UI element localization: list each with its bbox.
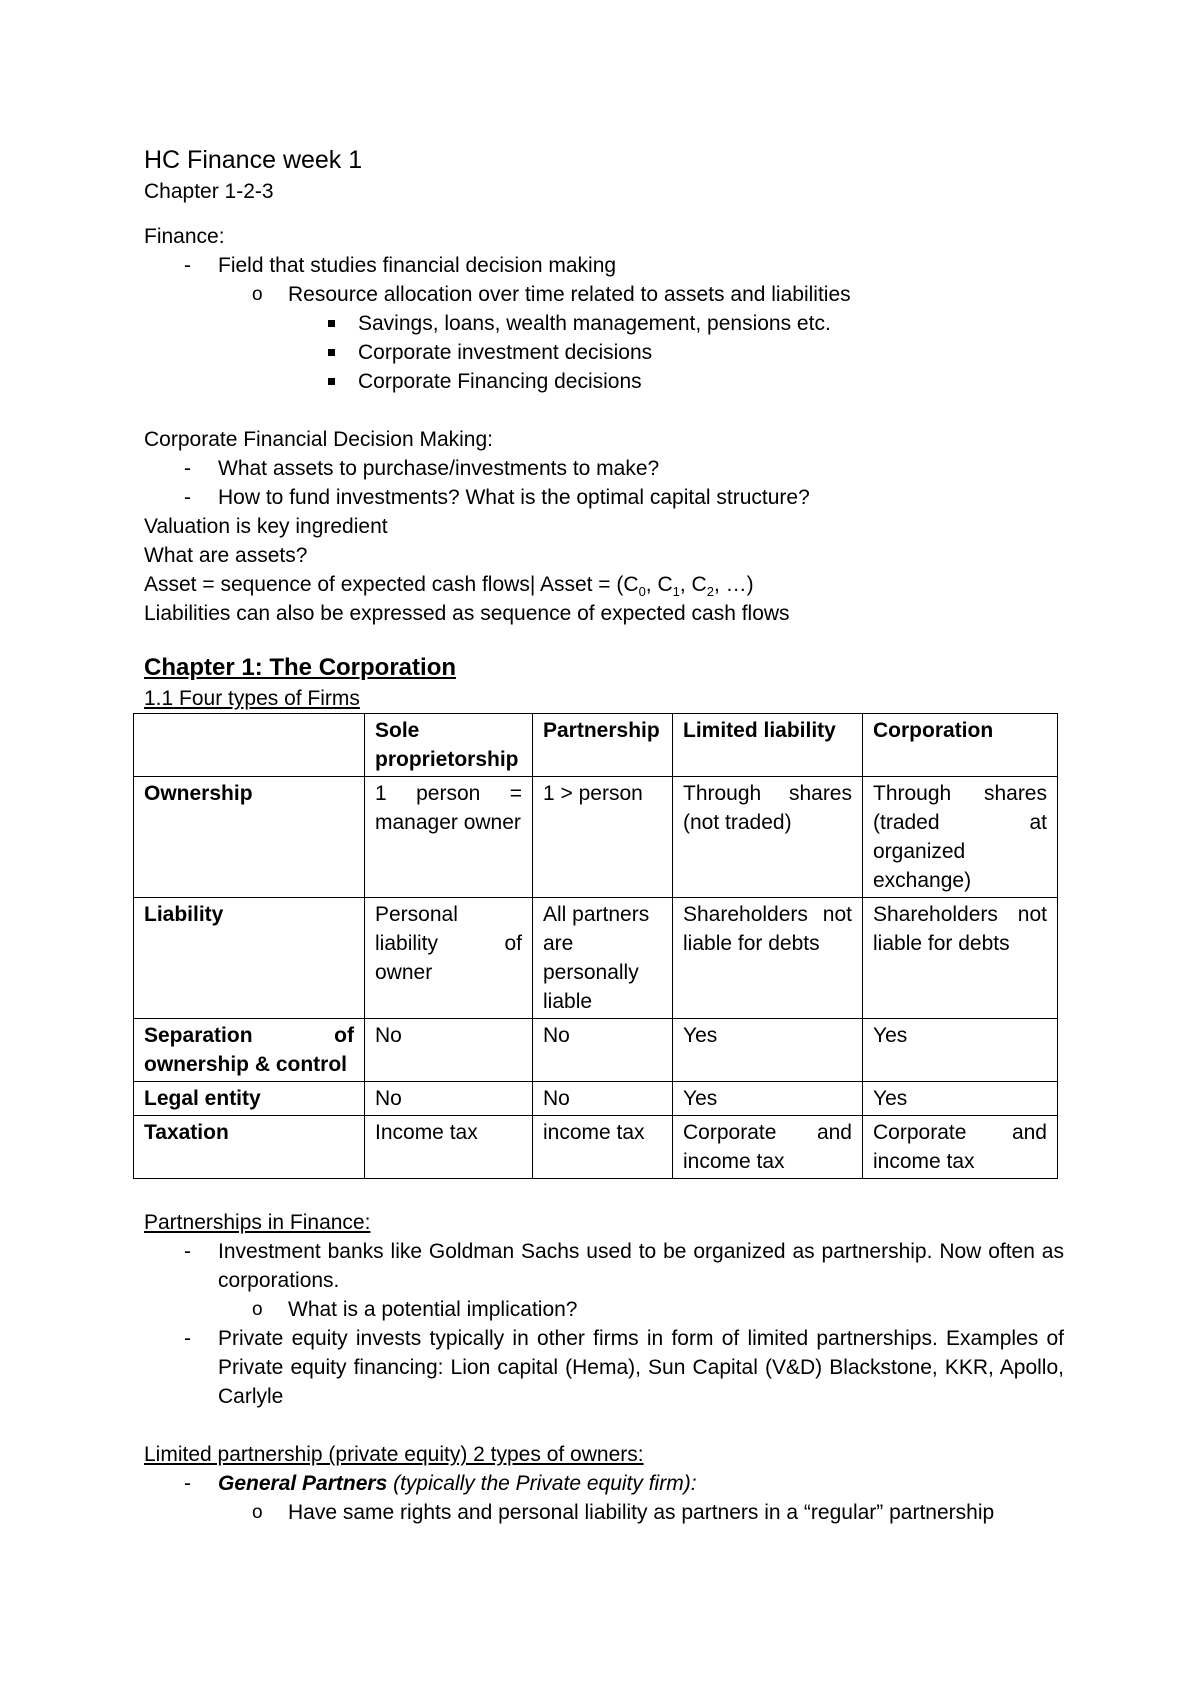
section-heading (144, 684, 1064, 713)
table-cell: All partners are personally liable (533, 898, 673, 1019)
corporate-heading: Corporate Financial Decision Making: (144, 428, 493, 451)
subscript: 2 (706, 584, 714, 600)
limited-sublist (214, 1498, 1064, 1527)
row-label: Separation of ownership & control (134, 1019, 365, 1082)
table-cell: Shareholders not liable for debts (673, 898, 863, 1019)
corporate-list (144, 454, 1064, 512)
list-item (144, 454, 1064, 483)
table-cell: No (365, 1082, 533, 1116)
table-cell: Personal liability of owner (365, 898, 533, 1019)
subscript: 0 (638, 584, 646, 600)
table-cell: Corporate and income tax (673, 1116, 863, 1179)
table-row (134, 898, 1058, 1019)
general-partners-label: General Partners (218, 1472, 388, 1495)
section-number: 1.1 (144, 687, 174, 710)
row-label: Legal entity (134, 1082, 365, 1116)
general-partners-note: (typically the Private equity firm): (387, 1472, 697, 1495)
list-item (144, 483, 1064, 512)
table-header-cell: Limited liability (673, 714, 863, 777)
asset-text: , C (679, 573, 707, 596)
table-cell: Yes (863, 1082, 1058, 1116)
row-label: Ownership (134, 777, 365, 898)
row-label: Taxation (134, 1116, 365, 1179)
document-page (144, 143, 1064, 1527)
list-item (214, 1295, 1064, 1324)
liabilities-line: Liabilities can also be expressed as sequence of expected cash flows (144, 602, 790, 625)
valuation-line: Valuation is key ingredient (144, 515, 388, 538)
list-item-text: Private equity invests typically in other firms in form of limited partnerships. Examples of Private equity financing: Lion capital (Hema), Sun Capital (V&D) Blackstone, KKR, Apollo, Carlyle (218, 1327, 1064, 1408)
table-cell: 1 > person (533, 777, 673, 898)
table-cell: income tax (533, 1116, 673, 1179)
firm-types-table (133, 713, 1058, 1179)
list-item (284, 338, 1064, 367)
finance-bullets (284, 309, 1064, 396)
list-item (214, 1498, 1064, 1527)
finance-list (144, 251, 1064, 280)
list-item-text: What assets to purchase/investments to make? (218, 457, 660, 480)
table-header-cell: Sole proprietorship (365, 714, 533, 777)
list-item-text: Investment banks like Goldman Sachs used to be organized as partnership. Now often as corporations. (218, 1240, 1064, 1292)
partnerships-list-2 (144, 1324, 1064, 1411)
list-item-text: Field that studies financial decision making (218, 254, 617, 277)
document-subtitle: Chapter 1-2-3 (144, 180, 274, 203)
asset-text: , …) (713, 573, 754, 596)
partnerships-heading: Partnerships in Finance: (144, 1211, 371, 1234)
list-item-text: Savings, loans, wealth management, pensions etc. (358, 312, 831, 335)
finance-sublist (214, 280, 1064, 309)
list-item-text: Resource allocation over time related to assets and liabilities (288, 283, 851, 306)
limited-partnership-heading: Limited partnership (private equity) 2 types of owners: (144, 1443, 644, 1466)
table-header-cell (134, 714, 365, 777)
document-title: HC Finance week 1 (144, 146, 363, 174)
list-item (144, 251, 1064, 280)
table-cell: Yes (673, 1019, 863, 1082)
table-row (134, 1082, 1058, 1116)
table-cell: Yes (863, 1019, 1058, 1082)
table-row (134, 777, 1058, 898)
row-label: Liability (134, 898, 365, 1019)
list-item-text: How to fund investments? What is the optimal capital structure? (218, 486, 810, 509)
table-cell: Corporate and income tax (863, 1116, 1058, 1179)
partnerships-list (144, 1237, 1064, 1295)
table-header-cell: Corporation (863, 714, 1058, 777)
table-header-cell: Partnership (533, 714, 673, 777)
subscript: 1 (672, 584, 680, 600)
table-cell: No (365, 1019, 533, 1082)
table-cell: Income tax (365, 1116, 533, 1179)
table-cell: No (533, 1019, 673, 1082)
asset-text: , C (645, 573, 673, 596)
finance-heading: Finance: (144, 225, 225, 248)
table-row (134, 1116, 1058, 1179)
list-item (144, 1469, 1064, 1498)
list-item (284, 367, 1064, 396)
limited-list (144, 1469, 1064, 1498)
chapter-heading: Chapter 1: The Corporation (144, 654, 457, 681)
asset-text: Asset = sequence of expected cash flows| Asset = (C (144, 573, 639, 596)
list-item (144, 1237, 1064, 1295)
assets-question: What are assets? (144, 544, 308, 567)
partnerships-sublist (214, 1295, 1064, 1324)
table-header-row (134, 714, 1058, 777)
list-item-text: Corporate investment decisions (358, 341, 653, 364)
list-item (144, 1324, 1064, 1411)
list-item-text: Corporate Financing decisions (358, 370, 642, 393)
list-item (214, 280, 1064, 309)
table-cell: Through shares (traded at organized exchange) (863, 777, 1058, 898)
section-title: Four types of Firms (173, 687, 360, 710)
table-row (134, 1019, 1058, 1082)
list-item-text: What is a potential implication? (288, 1298, 578, 1321)
asset-definition (144, 570, 1064, 599)
table-cell: Shareholders not liable for debts (863, 898, 1058, 1019)
table-cell: Through shares (not traded) (673, 777, 863, 898)
table-cell: 1 person = manager owner (365, 777, 533, 898)
list-item (284, 309, 1064, 338)
table-cell: Yes (673, 1082, 863, 1116)
list-item-text: Have same rights and personal liability as partners in a “regular” partnership (288, 1501, 995, 1524)
table-cell: No (533, 1082, 673, 1116)
